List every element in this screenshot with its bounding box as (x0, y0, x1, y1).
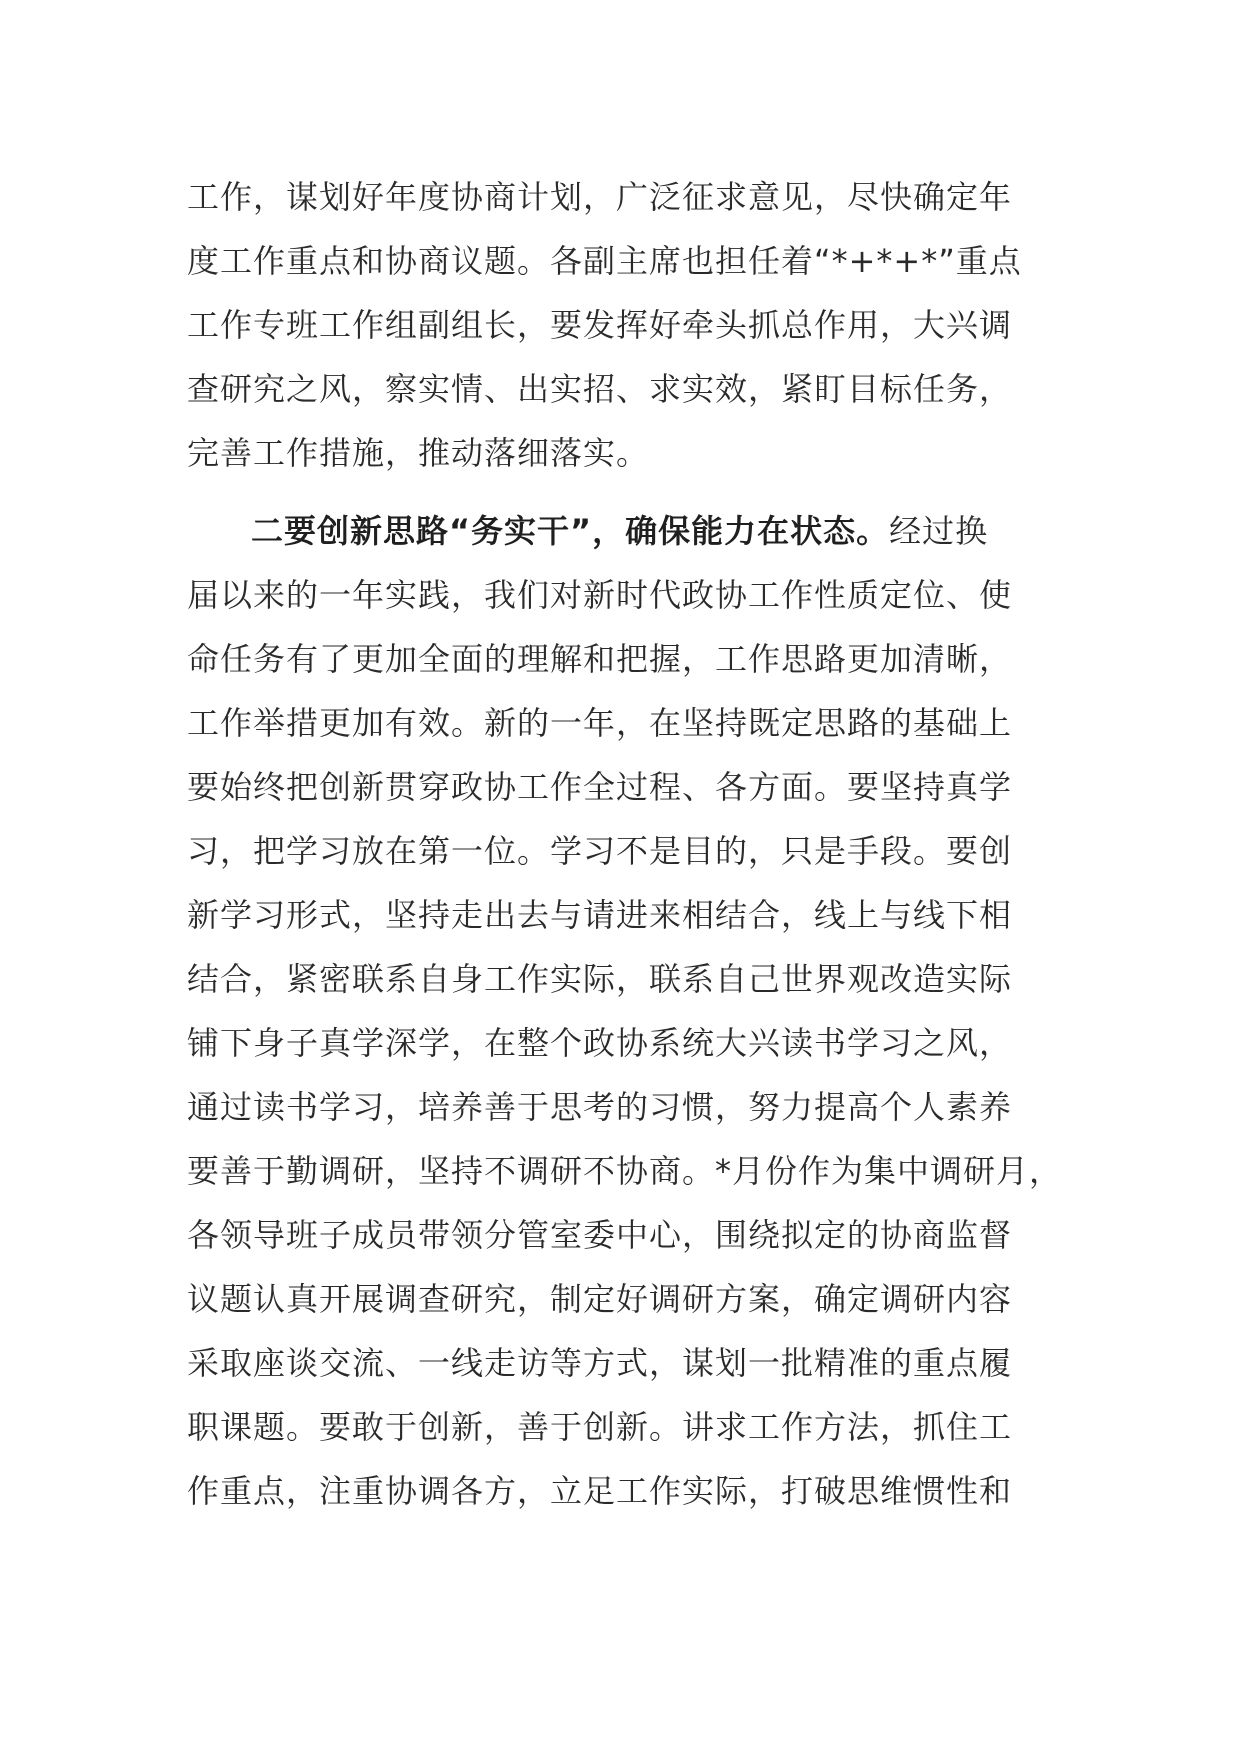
text-line: 铺下身子真学深学，在整个政协系统大兴读书学习之风， (187, 1024, 1013, 1062)
heading-continuation: 经过换 (889, 512, 989, 550)
text-line: 工作专班工作组副组长，要发挥好牵头抓总作用，大兴调 (187, 306, 1013, 344)
text-line: 完善工作措施，推动落细落实。 (187, 434, 650, 472)
text-line: 新学习形式，坚持走出去与请进来相结合，线上与线下相 (187, 896, 1013, 934)
document-body (187, 165, 1087, 1523)
text-line: 各领导班子成员带领分管室委中心，围绕拟定的协商监督 (187, 1216, 1013, 1254)
text-line: 度工作重点和协商议题。各副主席也担任着“*+*+*”重点 (187, 242, 1022, 280)
text-line: 命任务有了更加全面的理解和把握，工作思路更加清晰， (187, 640, 1013, 678)
paragraph-2-first-line (187, 499, 1087, 563)
text-line: 议题认真开展调查研究，制定好调研方案，确定调研内容 (187, 1280, 1013, 1318)
text-line: 职课题。要敢于创新，善于创新。讲求工作方法，抓住工 (187, 1408, 1013, 1446)
text-line: 工作，谋划好年度协商计划，广泛征求意见，尽快确定年 (187, 178, 1013, 216)
text-line: 工作举措更加有效。新的一年，在坚持既定思路的基础上 (187, 704, 1013, 742)
text-line: 查研究之风，察实情、出实招、求实效，紧盯目标任务， (187, 370, 1013, 408)
paragraph-2 (187, 499, 1087, 1523)
paragraph-gap (187, 485, 1087, 499)
paragraph-1 (187, 165, 1087, 485)
text-line: 结合，紧密联系自身工作实际，联系自己世界观改造实际 (187, 960, 1013, 998)
text-line: 届以来的一年实践，我们对新时代政协工作性质定位、使 (187, 576, 1013, 614)
text-line: 作重点，注重协调各方，立足工作实际，打破思维惯性和 (187, 1472, 1013, 1510)
text-line: 采取座谈交流、一线走访等方式，谋划一批精准的重点履 (187, 1344, 1013, 1382)
text-line: 要始终把创新贯穿政协工作全过程、各方面。要坚持真学 (187, 768, 1013, 806)
text-line: 习，把学习放在第一位。学习不是目的，只是手段。要创 (187, 832, 1013, 870)
section-heading: 二要创新思路“务实干”，确保能力在状态。 (251, 512, 890, 550)
text-line: 通过读书学习，培养善于思考的习惯，努力提高个人素养 (187, 1088, 1013, 1126)
text-line: 要善于勤调研，坚持不调研不协商。*月份作为集中调研月， (187, 1152, 1063, 1190)
